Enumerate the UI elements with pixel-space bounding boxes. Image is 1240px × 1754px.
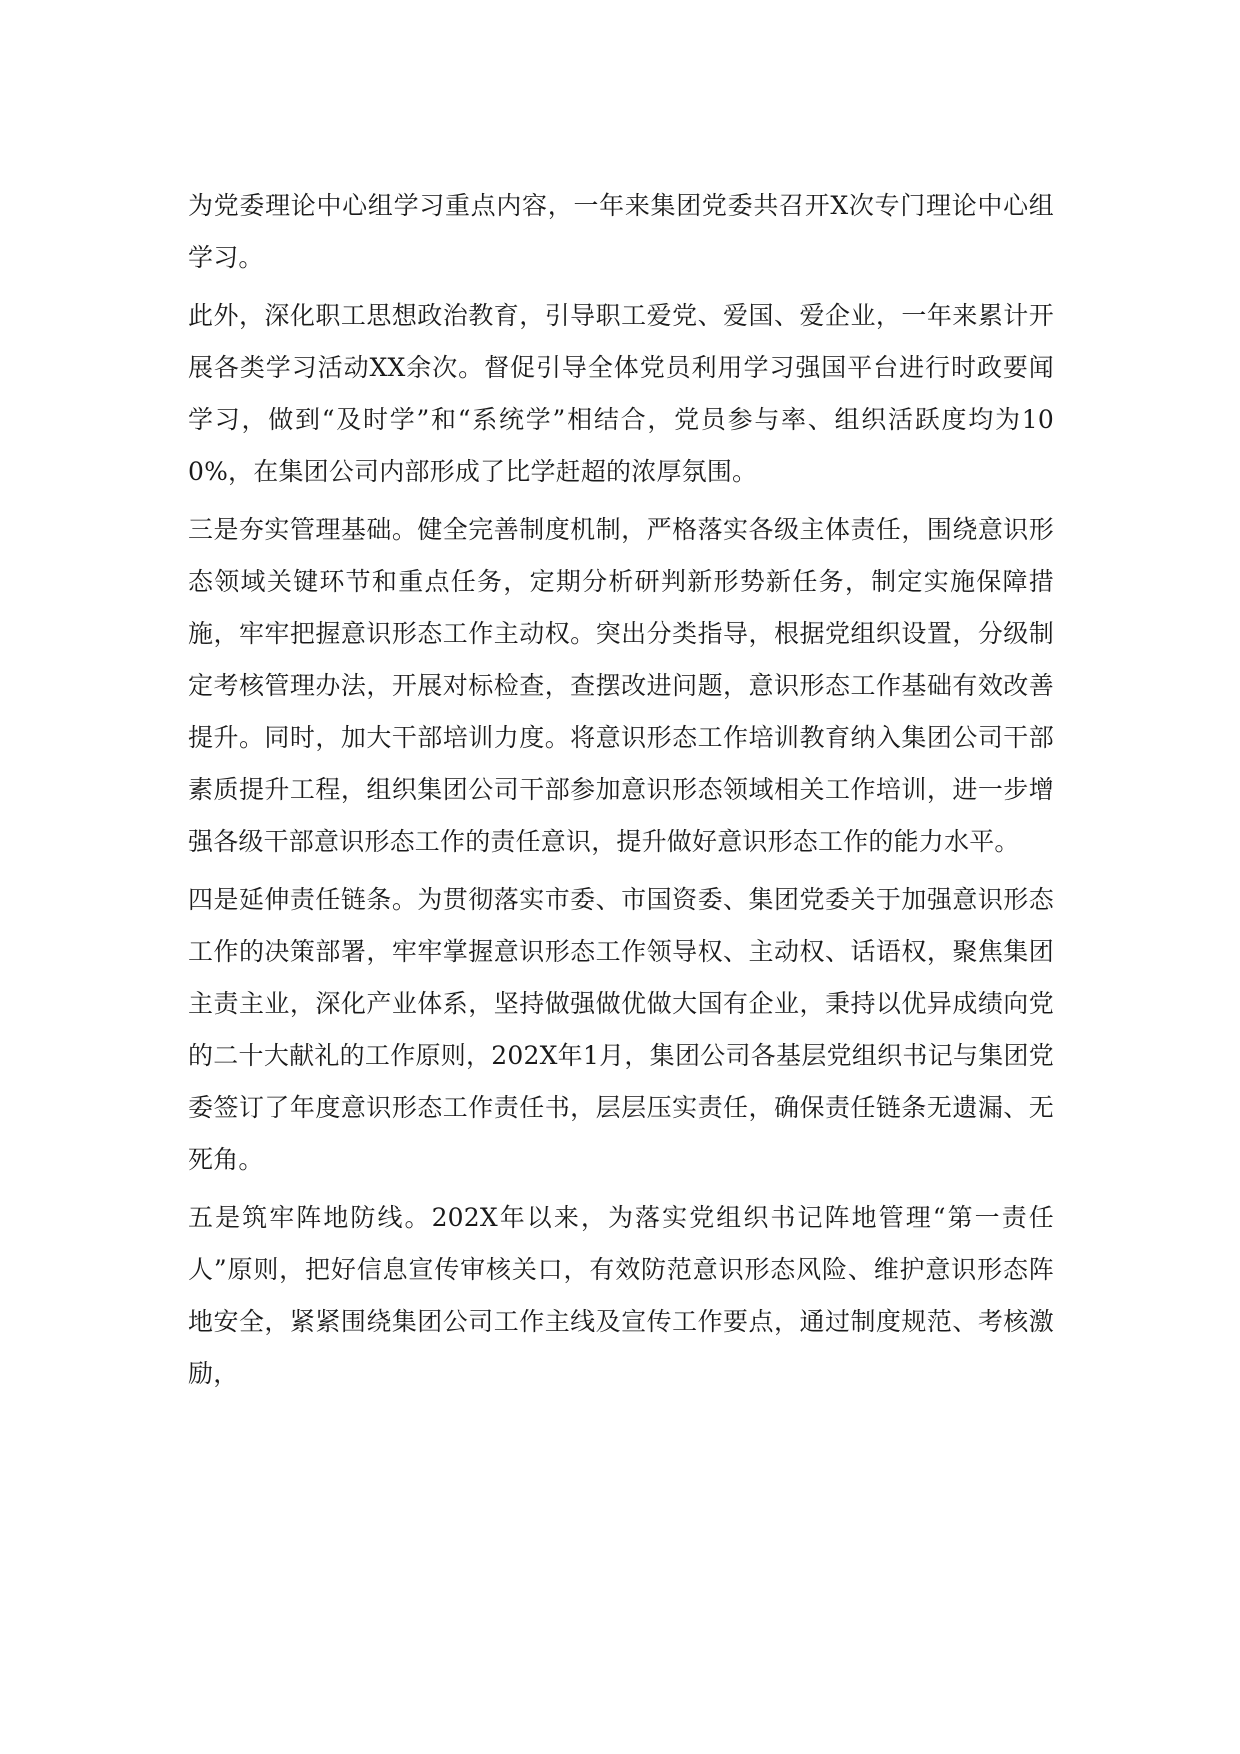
paragraph-staff-education: 此外，深化职工思想政治教育，引导职工爱党、爱国、爱企业，一年来累计开展各类学习活动XX余次。督促引导全体党员利用学习强国平台进行时政要闻学习，做到“及时学”和“系统学”相结合，党员参与率、组织活跃度均为100%，在集团公司内部形成了比学赶超的浓厚氛围。: [188, 301, 1054, 486]
paragraph-study-content: 为党委理论中心组学习重点内容，一年来集团党委共召开X次专门理论中心组学习。: [188, 191, 1054, 272]
paragraph-position-defense: 五是筑牢阵地防线。202X年以来，为落实党组织书记阵地管理“第一责任人”原则，把好信息宣传审核关口，有效防范意识形态风险、维护意识形态阵地安全，紧紧围绕集团公司工作主线及宣传工作要点，通过制度规范、考核激励，: [188, 1203, 1054, 1388]
document-body: [188, 180, 1054, 1406]
paragraph-responsibility-chain: 四是延伸责任链条。为贯彻落实市委、市国资委、集团党委关于加强意识形态工作的决策部署，牢牢掌握意识形态工作领导权、主动权、话语权，聚焦集团主责主业，深化产业体系，坚持做强做优做大国有企业，秉持以优异成绩向党的二十大献礼的工作原则，202X年1月，集团公司各基层党组织书记与集团党委签订了年度意识形态工作责任书，层层压实责任，确保责任链条无遗漏、无死角。: [188, 885, 1054, 1174]
paragraph-management-foundation: 三是夯实管理基础。健全完善制度机制，严格落实各级主体责任，围绕意识形态领域关键环节和重点任务，定期分析研判新形势新任务，制定实施保障措施，牢牢把握意识形态工作主动权。突出分类指导，根据党组织设置，分级制定考核管理办法，开展对标检查，查摆改进问题，意识形态工作基础有效改善提升。同时，加大干部培训力度。将意识形态工作培训教育纳入集团公司干部素质提升工程，组织集团公司干部参加意识形态领域相关工作培训，进一步增强各级干部意识形态工作的责任意识，提升做好意识形态工作的能力水平。: [188, 515, 1054, 856]
